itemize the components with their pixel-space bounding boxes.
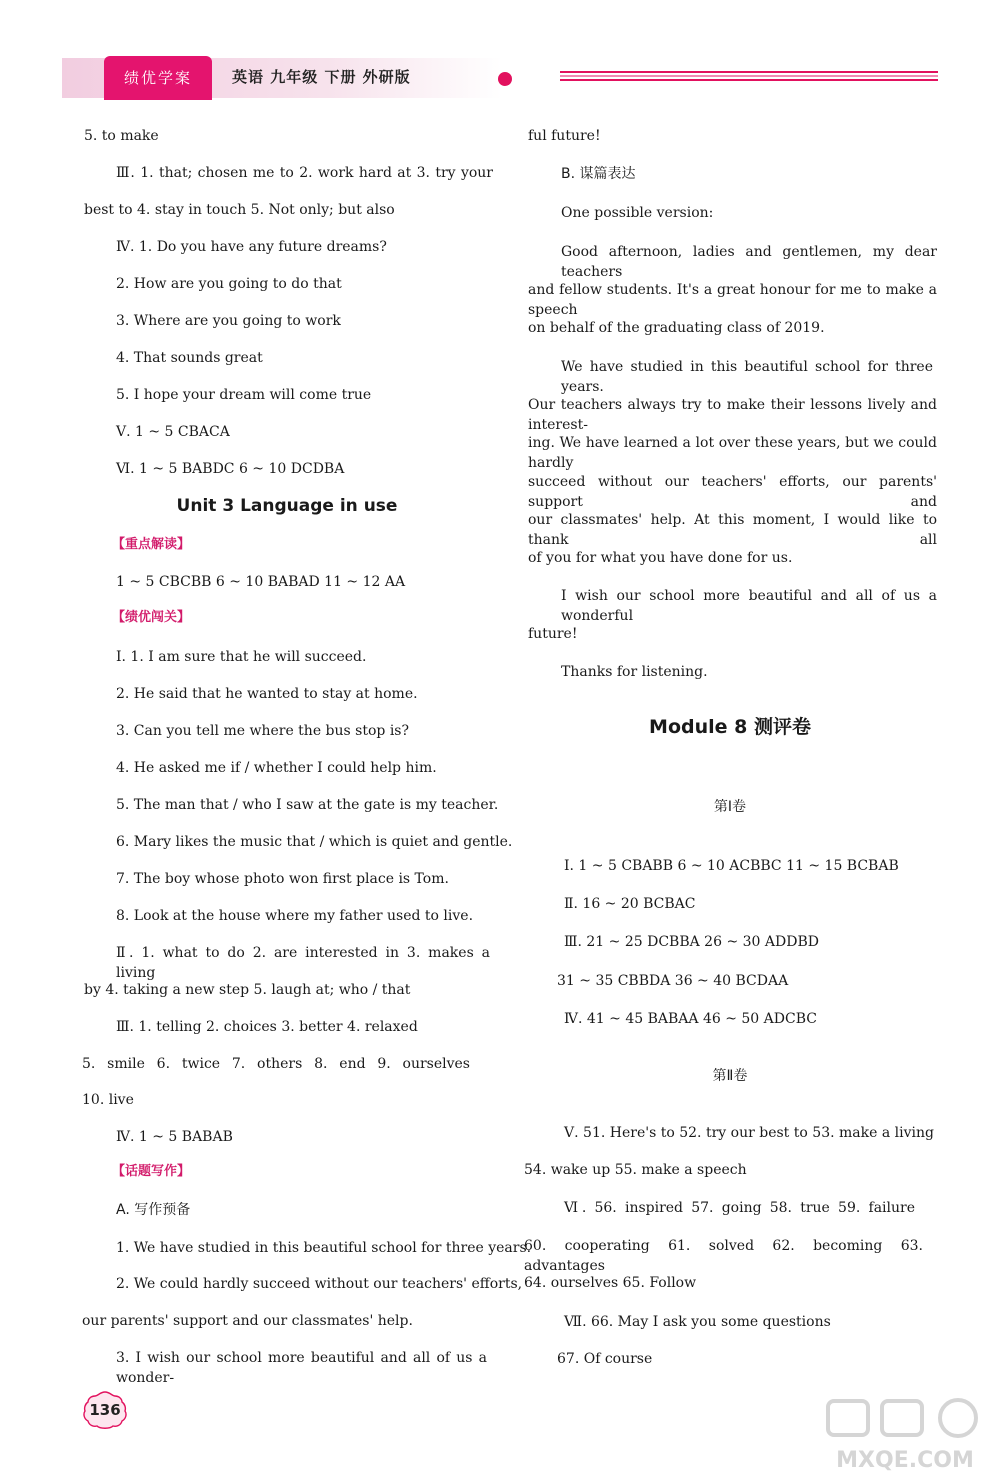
text-line: We have studied in this beautiful school for three years. (561, 359, 933, 395)
answers-key-points: 1 ~ 5 CBCBB 6 ~ 10 BABAD 11 ~ 12 AA (116, 574, 406, 590)
answer-line: 3. Where are you going to work (116, 313, 341, 329)
answer-line: 67. Of course (557, 1351, 653, 1367)
answer-line: 3. I wish our school more beautiful and all of us a wonder- (116, 1350, 487, 1386)
answer-line: Ⅲ. 1. telling 2. choices 3. better 4. relaxed (116, 1019, 418, 1035)
page-number: 136 (89, 1401, 121, 1419)
text-line: of you for what you have done for us. (528, 550, 793, 566)
answer-line: Ⅵ. 56. inspired 57. going 58. true 59. failure (564, 1200, 915, 1216)
answer-line: Ⅳ. 41 ~ 45 BABAA 46 ~ 50 ADCBC (564, 1011, 817, 1027)
header-rule (560, 71, 938, 83)
text-line: ful future! (528, 128, 601, 144)
answer-line: Ⅵ. 1 ~ 5 BABDC 6 ~ 10 DCDBA (116, 461, 345, 477)
text-line: Thanks for listening. (561, 664, 708, 680)
answer-line: 2. We could hardly succeed without our teachers' efforts, (116, 1276, 523, 1292)
answer-line: 3. Can you tell me where the bus stop is? (116, 723, 409, 739)
text-line: I wish our school more beautiful and all of us a wonderful (561, 588, 937, 624)
text-line: One possible version: (561, 205, 714, 221)
answer-line: Ⅳ. 1. Do you have any future dreams? (116, 239, 387, 255)
answer-line: Ⅱ. 16 ~ 20 BCBAC (564, 896, 696, 912)
text-line: Our teachers always try to make their lessons lively and interest- (528, 397, 937, 433)
brand-tab: 绩优学案 (104, 56, 212, 100)
answer-line: Ⅴ. 1 ~ 5 CBACA (116, 424, 230, 440)
text-line: succeed without our teachers' efforts, our parents' support and (528, 474, 937, 510)
answer-line: 54. wake up 55. make a speech (524, 1162, 747, 1178)
answer-line: our parents' support and our classmates' help. (82, 1313, 413, 1329)
tag-practice: 【绩优闯关】 (112, 610, 191, 625)
answer-line: 5. smile 6. twice 7. others 8. end 9. ourselves (82, 1056, 470, 1072)
answer-line: 4. He asked me if / whether I could help him. (116, 760, 437, 776)
answer-line: Ⅰ. 1. I am sure that he will succeed. (116, 649, 367, 665)
answer-line: Ⅲ. 1. that; chosen me to 2. work hard at 3. try your (116, 165, 493, 181)
watermark-seal-icon (820, 1395, 990, 1475)
answer-line: Ⅲ. 21 ~ 25 DCBBA 26 ~ 30 ADDBD (564, 934, 819, 950)
answer-line: 7. The boy whose photo won first place is Tom. (116, 871, 449, 887)
part-one-title: 第Ⅰ卷 (713, 799, 747, 815)
tag-key-points: 【重点解读】 (112, 537, 191, 552)
page-number-badge (82, 1390, 128, 1430)
answer-line: Ⅶ. 66. May I ask you some questions (564, 1314, 831, 1330)
text-line: and fellow students. It's a great honour for me to make a speech (528, 282, 937, 318)
tag-topic-writing: 【话题写作】 (112, 1164, 191, 1179)
text-line: on behalf of the graduating class of 2019. (528, 320, 825, 336)
answer-line: 10. live (82, 1092, 134, 1108)
text-line: B. 谋篇表达 (561, 166, 636, 182)
answer-line: 2. How are you going to do that (116, 276, 342, 292)
svg-text:MXQE.COM: MXQE.COM (836, 1448, 974, 1473)
answer-line: 2. He said that he wanted to stay at home. (116, 686, 418, 702)
module-heading: Module 8 测评卷 (649, 716, 811, 738)
answer-line: best to 4. stay in touch 5. Not only; but also (84, 202, 395, 218)
answer-line: 6. Mary likes the music that / which is quiet and gentle. (116, 834, 513, 850)
answer-line: 1. We have studied in this beautiful school for three years. (116, 1240, 532, 1256)
answer-line: Ⅴ. 51. Here's to 52. try our best to 53. make a living (564, 1125, 934, 1141)
answer-line: 5. The man that / who I saw at the gate is my teacher. (116, 797, 499, 813)
text-line: Good afternoon, ladies and gentlemen, my dear teachers (561, 244, 937, 280)
answer-line: 8. Look at the house where my father used to live. (116, 908, 474, 924)
answer-line: 4. That sounds great (116, 350, 263, 366)
answer-line: Ⅰ. 1 ~ 5 CBABB 6 ~ 10 ACBBC 11 ~ 15 BCBAB (564, 858, 899, 874)
header-title: 英语 九年级 下册 外研版 (232, 68, 411, 86)
answer-line: 5. I hope your dream will come true (116, 387, 372, 403)
answer-line: 5. to make (84, 128, 159, 144)
answer-line: 31 ~ 35 CBBDA 36 ~ 40 BCDAA (557, 973, 789, 989)
answer-line: 60. cooperating 61. solved 62. becoming 63. advantages (524, 1238, 923, 1274)
part-two-title: 第Ⅱ卷 (712, 1068, 748, 1084)
header-dot (498, 72, 512, 86)
answer-line: 64. ourselves 65. Follow (524, 1275, 697, 1291)
writing-prep-title: A. 写作预备 (116, 1202, 191, 1218)
unit-heading: Unit 3 Language in use (176, 496, 398, 516)
text-line: our classmates' help. At this moment, I would like to thank all (528, 512, 937, 548)
watermark-logo (820, 1395, 990, 1475)
text-line: future! (528, 626, 578, 642)
text-line: ing. We have learned a lot over these years, but we could hardly (528, 435, 937, 471)
answer-line: Ⅱ. 1. what to do 2. are interested in 3. makes a living (116, 945, 490, 981)
answer-line: Ⅳ. 1 ~ 5 BABAB (116, 1129, 233, 1145)
answer-line: by 4. taking a new step 5. laugh at; who / that (84, 982, 411, 998)
